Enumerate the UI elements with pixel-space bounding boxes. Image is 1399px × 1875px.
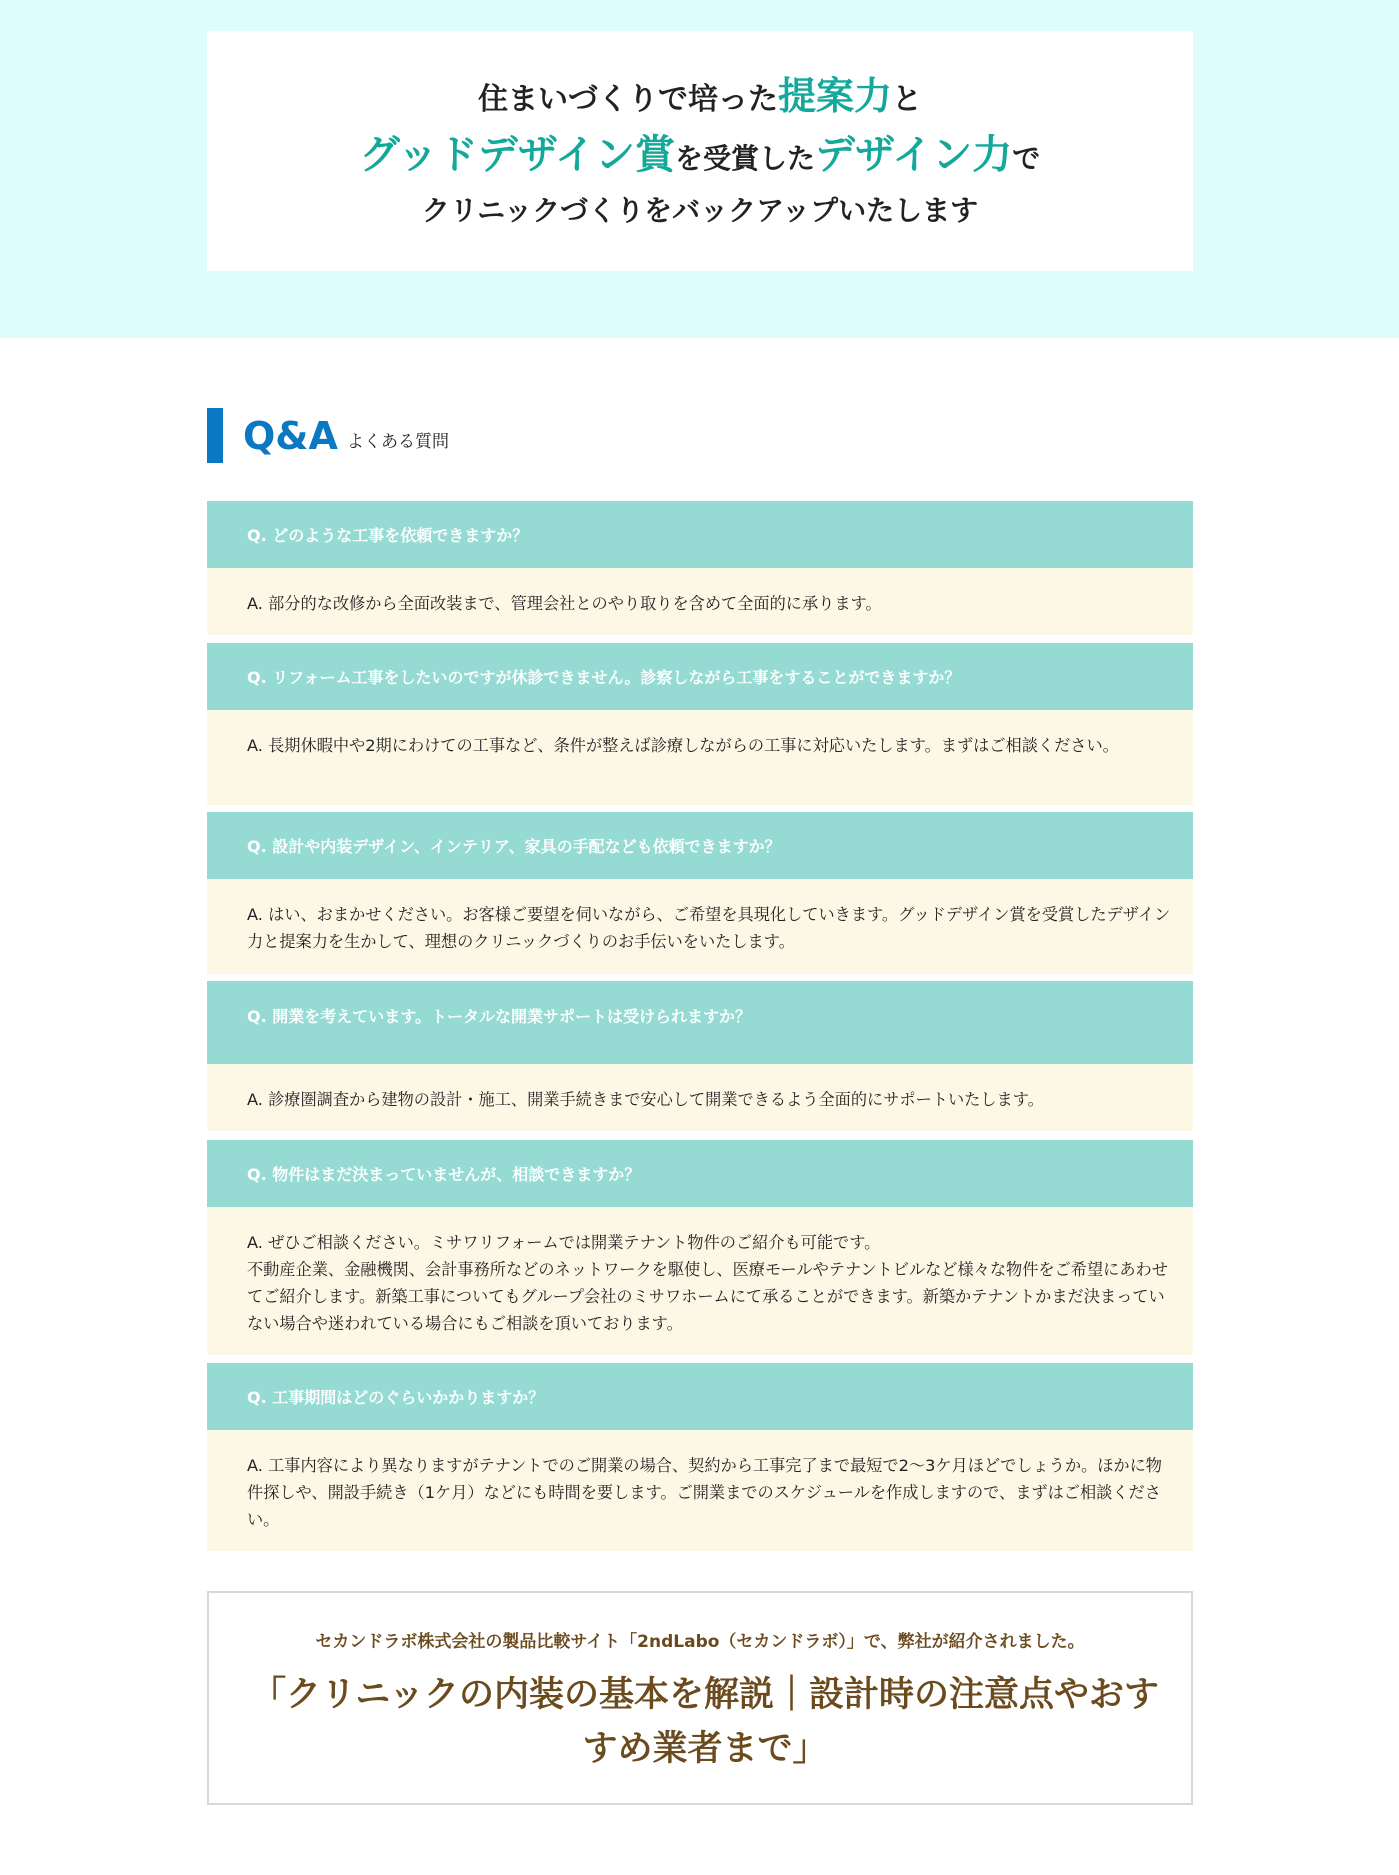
qa-title: Q&A	[243, 414, 338, 458]
hero-highlight-award: グッドデザイン賞	[359, 132, 675, 178]
faq-answer-box	[207, 1064, 1193, 1131]
faq-question-box[interactable]	[207, 1140, 1193, 1207]
faq-question: Q. 物件はまだ決まっていませんが、相談できますか？	[247, 1165, 641, 1184]
faq-item	[207, 643, 1193, 805]
faq-answer-box	[207, 710, 1193, 805]
faq-answer: A. 長期休暇中や2期にわけての工事など、条件が整えば診療しながらの工事に対応いたします。まずはご相談ください。	[247, 736, 1119, 755]
faq-answer-box	[207, 879, 1193, 974]
hero-section	[0, 0, 1399, 338]
faq-question-box[interactable]	[207, 1363, 1193, 1430]
banner-title-link[interactable]: 「クリニックの内装の基本を解説｜設計時の注意点やおすすめ業者まで」	[251, 1675, 1159, 1769]
banner-subtitle: セカンドラボ株式会社の製品比較サイト「2ndLabo（セカンドラボ）」で、弊社が紹介されました。	[315, 1632, 1085, 1652]
qa-heading	[207, 408, 807, 463]
qa-heading-bar	[207, 408, 223, 463]
faq-answer: A. 診療圏調査から建物の設計・施工、開業手続きまで安心して開業できるよう全面的にサポートいたします。	[247, 1090, 1044, 1109]
hero-line-3: クリニックづくりをバックアップいたします	[421, 194, 979, 227]
faq-answer: A. 工事内容により異なりますがテナントでのご開業の場合、契約から工事完了まで最短で2〜3ケ月ほどでしょうか。ほかに物件探しや、開設手続き（1ケ月）などにも時間を要します。ご開業までのスケジュールを作成しますので、まずはご相談ください。	[247, 1456, 1162, 1529]
faq-question-box[interactable]	[207, 812, 1193, 879]
hero-line-2-mid: を受賞した	[674, 142, 815, 175]
faq-question-box[interactable]	[207, 643, 1193, 710]
faq-item	[207, 1363, 1193, 1551]
hero-highlight-proposal: 提案力	[777, 74, 892, 118]
faq-question: Q. 開業を考えています。トータルな開業サポートは受けられますか？	[247, 1007, 751, 1026]
faq-item	[207, 501, 1193, 635]
faq-item	[207, 812, 1193, 974]
faq-answer: A. 部分的な改修から全面改装まで、管理会社とのやり取りを含めて全面的に承ります。	[247, 594, 882, 613]
faq-question: Q. 設計や内装デザイン、インテリア、家具の手配なども依頼できますか？	[247, 837, 781, 856]
faq-question-box[interactable]	[207, 981, 1193, 1064]
faq-answer: A. はい、おまかせください。お客様ご要望を伺いながら、ご希望を具現化していきます。グッドデザイン賞を受賞したデザイン力と提案力を生かして、理想のクリニックづくりのお手伝いをいたします。	[247, 905, 1171, 951]
faq-answer: A. ぜひご相談ください。ミサワリフォームでは開業テナント物件のご紹介も可能です。 不動産企業、金融機関、会計事務所などのネットワークを駆使し、医療モールやテナントビルなど様々な物件をご希望にあわせてご紹介します。新築工事についてもグループ会社のミサワホームにて承ることができます。新築かテナントかまだ決まっていない場合や迷われている場合にもご相談を頂いております。	[247, 1233, 1168, 1333]
featured-article-banner[interactable]	[207, 1591, 1193, 1805]
hero-box	[207, 31, 1193, 271]
hero-line-2	[207, 123, 1193, 180]
faq-answer-box	[207, 1430, 1193, 1551]
faq-item	[207, 981, 1193, 1131]
hero-line-1	[207, 65, 1193, 120]
faq-answer-box	[207, 568, 1193, 635]
qa-subtitle: よくある質問	[347, 432, 449, 452]
hero-line-2-tail: で	[1012, 142, 1041, 175]
faq-question: Q. どのような工事を依頼できますか？	[247, 526, 529, 545]
hero-line-1-text: 住まいづくりで培った	[477, 82, 778, 117]
faq-question-box[interactable]	[207, 501, 1193, 568]
faq-question: Q. リフォーム工事をしたいのですが休診できません。診察しながら工事をすることができますか？	[247, 668, 961, 687]
hero-line-1-tail: と	[892, 82, 922, 117]
faq-question: Q. 工事期間はどのぐらいかかりますか？	[247, 1388, 545, 1407]
hero-highlight-design: デザイン力	[815, 132, 1013, 178]
faq-item	[207, 1140, 1193, 1355]
faq-answer-box	[207, 1207, 1193, 1355]
